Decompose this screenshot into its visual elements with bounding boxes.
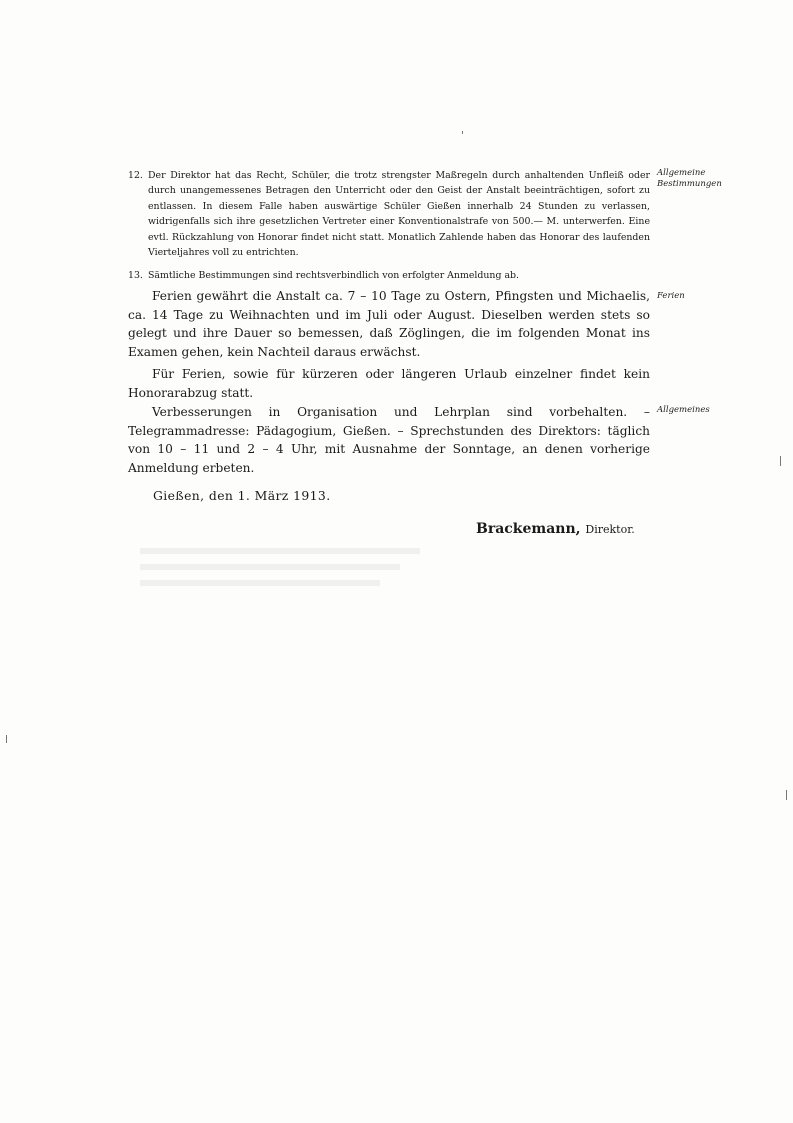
scan-mark bbox=[462, 131, 463, 134]
item-text: Der Direktor hat das Recht, Schüler, die trotz strengster Maßregeln durch anhaltenden Unfleiß oder durch unangemessenes Betragen den Unterricht oder den Geist der Anstalt beeinträchtigen, sofort zu entlassen. In diesem Falle haben auswärtige Schüler Gießen innerhalb 24 Stunden zu verlassen, widrigenfalls sich ihre gesetzlichen Vertreter einer Konventionalstrafe von 500.— M. unterwerfen. Eine evtl. Rückzahlung von Honorar findet nicht statt. Monatlich Zahlende haben das Honorar des laufenden Vierteljahres voll zu entrichten. bbox=[148, 170, 650, 259]
bleed-through-shadow bbox=[140, 538, 440, 608]
signature-title: Direktor. bbox=[585, 523, 635, 536]
item-text: Sämtliche Bestimmungen sind rechtsverbindlich von erfolgter Anmeldung ab. bbox=[148, 270, 520, 281]
rule-item-13 bbox=[128, 268, 650, 283]
place-date: Gießen, den 1. März 1913. bbox=[153, 488, 331, 503]
signature bbox=[476, 521, 635, 537]
signature-name: Brackemann, bbox=[476, 521, 581, 537]
paragraph-holidays: Ferien gewährt die Anstalt ca. 7 – 10 Tage zu Ostern, Pfingsten und Michaelis, ca. 14 Tage zu Weihnachten und im Juli oder August. Dieselben werden stets so gelegt und ihre Dauer so bemessen, daß Zöglingen, die im folgenden Monat ins Examen gehen, kein Nachteil daraus erwächst. bbox=[128, 289, 650, 360]
rule-item-12 bbox=[128, 168, 650, 260]
paragraph-general: Verbesserungen in Organisation und Lehrplan sind vorbehalten. – Telegrammadresse: Pädagogium, Gießen. – Sprechstunden des Direktors: täglich von 10 – 11 und 2 – 4 Uhr, mit Ausnahme der Sonntage, an denen vorherige Anmeldung erbeten. bbox=[128, 405, 650, 476]
scan-mark bbox=[780, 456, 781, 466]
scan-mark bbox=[6, 735, 7, 743]
scan-mark bbox=[786, 790, 787, 800]
margin-note-holidays: Ferien bbox=[657, 291, 685, 301]
margin-note-general-provisions: Allgemeine Bestimmungen bbox=[657, 168, 722, 189]
item-number: 12. bbox=[128, 170, 143, 181]
margin-note-general: Allgemeines bbox=[657, 405, 710, 415]
item-number: 13. bbox=[128, 270, 143, 281]
paragraph-leave: Für Ferien, sowie für kürzeren oder längeren Urlaub einzelner findet kein Honorarabzug statt. bbox=[128, 367, 650, 400]
